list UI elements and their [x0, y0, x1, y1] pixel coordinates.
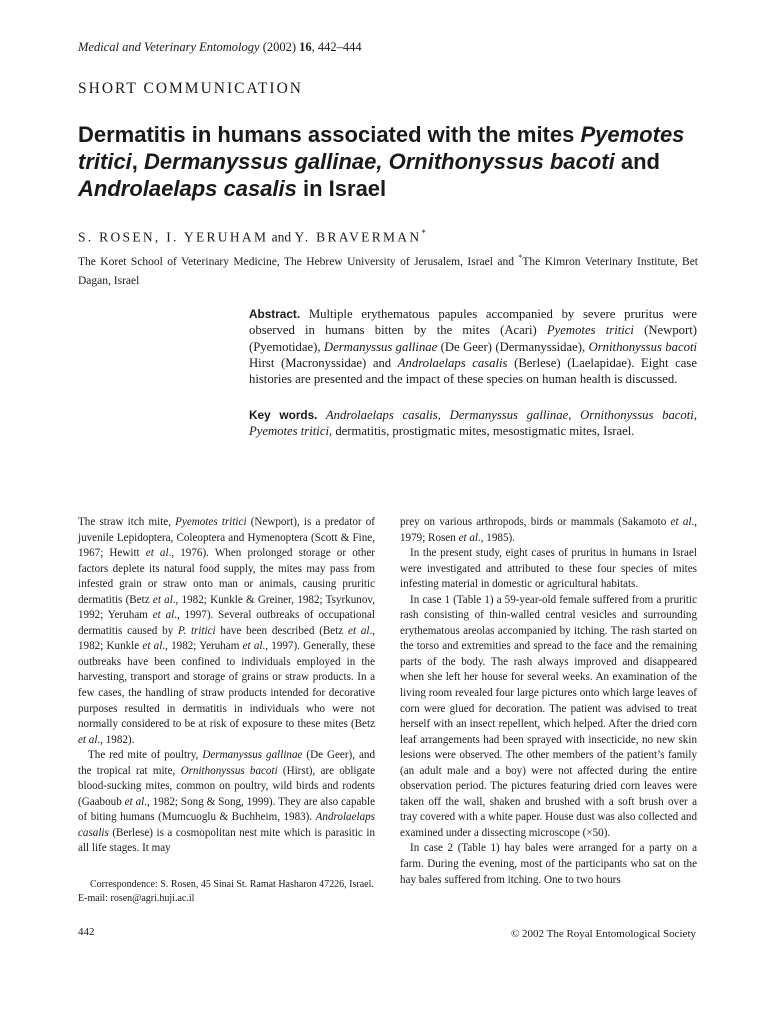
keyword-sep: ,: [693, 408, 697, 422]
body-paragraph: In the present study, eight cases of pruritus in humans in Israel were investigated and attributed to these four species of mites infesting material in domestic or agricultural habitats.: [400, 547, 697, 591]
text: ., 1985).: [477, 531, 515, 544]
text: ., 1982; Kunkle: [78, 624, 376, 653]
affiliation: [78, 248, 698, 291]
species-name: Pyemotes tritici: [546, 323, 634, 338]
author-names: S. ROSEN, I. YERUHAM: [78, 229, 269, 245]
abstract-text: Multiple erythematous papules accompanied by severe pruritus were observed in humans bitten by the mites (Acari): [249, 307, 697, 338]
keyword: , dermatitis, prostigmatic mites, mesostigmatic mites, Israel.: [328, 424, 635, 439]
body-column-left: [78, 515, 375, 857]
abstract-text: (Newport) (Pyemotidae),: [249, 323, 697, 354]
text: (Newport), is a predator of juvenile Lepidoptera, Coleoptera and Hymenoptera (Scott & Fine, 1967; Hewitt: [78, 516, 375, 560]
text: have been described (Betz: [215, 624, 349, 637]
abstract-text: Hirst (Macronyssidae) and: [249, 355, 398, 370]
citation-etal: et al: [670, 516, 692, 528]
body-paragraph: [78, 748, 375, 857]
text: (De Geer), and the tropical rat mite,: [78, 749, 375, 777]
title-part: Dermatitis in humans associated with the mites: [78, 122, 581, 147]
journal-citation: [78, 40, 362, 55]
author-list: [78, 228, 426, 246]
page-number: 442: [78, 926, 95, 938]
article-title: [78, 121, 708, 202]
keyword: Androlaelaps casalis: [317, 408, 438, 422]
abstract: [249, 306, 697, 387]
journal-name: Medical and Veterinary Entomology: [78, 40, 260, 54]
title-part: in Israel: [296, 176, 387, 201]
species-name: Ornithonyssus bacoti: [588, 339, 697, 354]
citation-etal: et al: [152, 609, 175, 622]
copyright-notice: © 2002 The Royal Entomological Society: [510, 928, 696, 940]
journal-pages: , 442–444: [311, 40, 362, 54]
keyword: Ornithonyssus bacoti: [580, 408, 694, 422]
species-name: Dermanyssus gallinae: [202, 749, 303, 762]
keywords-label: Key words.: [249, 408, 318, 422]
title-species: Pyemotes tritici: [78, 122, 685, 174]
species-name: Androlaelaps casalis: [397, 355, 508, 370]
journal-volume: 16: [299, 40, 312, 54]
body-paragraph: [400, 515, 697, 546]
citation-etal: et al: [124, 795, 145, 808]
abstract-text: (Berlese) (Laelapidae). Eight case histories are presented and the impact of these species on human health is discussed.: [249, 355, 697, 387]
author-names: Y. BRAVERMAN: [294, 229, 422, 245]
text: ., 1982; Song & Song, 1999). They are also capable of biting humans (Mumcuoglu & Buchheim, 1983).: [78, 795, 375, 824]
section-label: SHORT COMMUNICATION: [78, 80, 303, 97]
species-name: Androlaelaps casalis: [78, 811, 375, 839]
title-part: ,: [131, 149, 145, 174]
keyword: Dermanyssus gallinae: [449, 408, 569, 422]
citation-etal: et al: [152, 593, 173, 606]
journal-year: (2002): [262, 40, 297, 54]
body-paragraph: In case 1 (Table 1) a 59-year-old female suffered from a pruritic rash consisting of thin-walled central vesicles and surrounding erythematous areolas accompanied by itching. The rash started on the torso and extremities and spread to the face and the remaining parts of the body. The rash always improved and disappeared when she left her house for several weeks. An examination of the living room revealed four large pictures onto which large leaves of corn were glued for decoration. The patient was advised to treat herself with an insect repellent, which helped. After the dried corn leaf arrangements had been sprayed with insecticide, no new skin lesions were observed. The other members of the patient’s family (an adult male and a boy) were not affected during the entire observation period. The pictures featuring dried corn leaves were taken off the wall, shaken and brushed with a soft brush over a tray covered with a white paper. House dust was also collected and examined under a dissecting microscope (×50).: [400, 593, 697, 839]
title-species: Dermanyssus gallinae, Ornithonyssus bacoti: [144, 149, 615, 174]
affiliation-footnote-mark: *: [518, 253, 523, 262]
species-name: Dermanyssus gallinae: [323, 339, 438, 354]
text: The red mite of poultry,: [88, 749, 203, 762]
title-part: and: [614, 149, 660, 174]
body-column-right: [400, 515, 697, 888]
affiliation-part: The Koret School of Veterinary Medicine, The Hebrew University of Jerusalem, Israel and: [78, 255, 519, 268]
citation-etal: et al: [242, 640, 263, 653]
abstract-text: (De Geer) (Dermanyssidae),: [437, 339, 589, 354]
text: The straw itch mite,: [78, 516, 176, 528]
correspondence-footnote: Correspondence: S. Rosen, 45 Sinai St. Ramat Hasharon 47226, Israel. E-mail: rosen@agri.huji.ac.il: [78, 879, 374, 904]
citation-etal: et al: [145, 547, 169, 560]
text: (Hirst), are obligate blood-sucking mites, common on poultry, wild birds and rodents (Gaaboub: [78, 764, 375, 808]
keyword: Pyemotes tritici: [249, 424, 329, 439]
citation-etal: et al: [78, 733, 98, 746]
text: ., 1979; Rosen: [400, 516, 697, 544]
text: ., 1976). When prolonged storage or other factors deplete its natural food supply, the mites may pass from infested grain or straw onto man or animals, causing pruritic dermatitis (Betz: [78, 547, 375, 606]
keyword-sep: ,: [437, 408, 450, 422]
body-paragraph: In case 2 (Table 1) hay bales were arranged for a party on a farm. During the evening, most of the participants who sat on the hay bales suffered from itching. One to two hours: [400, 842, 697, 886]
species-name: Pyemotes tritici: [175, 516, 247, 528]
keyword-sep: ,: [568, 408, 581, 422]
author-footnote-mark: *: [421, 228, 426, 238]
text: ., 1982; Kunkle & Greiner, 1982; Tsyrkunov, 1992; Yeruham: [78, 593, 375, 622]
text: ., 1982).: [97, 733, 135, 746]
keywords: [249, 407, 697, 440]
body-paragraph: [78, 515, 375, 748]
citation-etal: et al: [142, 640, 163, 653]
text: ., 1997). Generally, these outbreaks have been confined to individuals employed in the harvesting, transport and storage of grains or straw products. In a few cases, the handling of straw products intended for decorative purposes resulted in dermatitis in individuals who were not normally considered to be at risk of exposure to these mites (Betz: [78, 640, 376, 731]
citation-etal: et al: [348, 624, 370, 637]
text: (Berlese) is a cosmopolitan nest mite which is parasitic in all life stages. It may: [78, 826, 375, 855]
abstract-label: Abstract.: [249, 307, 301, 321]
text: ., 1997). Several outbreaks of occupational dermatitis caused by: [78, 609, 375, 637]
species-name: Ornithonyssus bacoti: [180, 764, 278, 777]
species-name: P. tritici: [178, 624, 216, 637]
citation-etal: et al: [458, 531, 478, 544]
text: ., 1982; Yeruham: [162, 640, 243, 653]
author-conjunction: and: [268, 229, 295, 245]
text: prey on various arthropods, birds or mammals (Sakamoto: [400, 516, 671, 528]
title-species: Androlaelaps casalis: [78, 176, 297, 201]
affiliation-part: The Kimron Veterinary Institute, Bet Dagan, Israel: [78, 255, 698, 287]
